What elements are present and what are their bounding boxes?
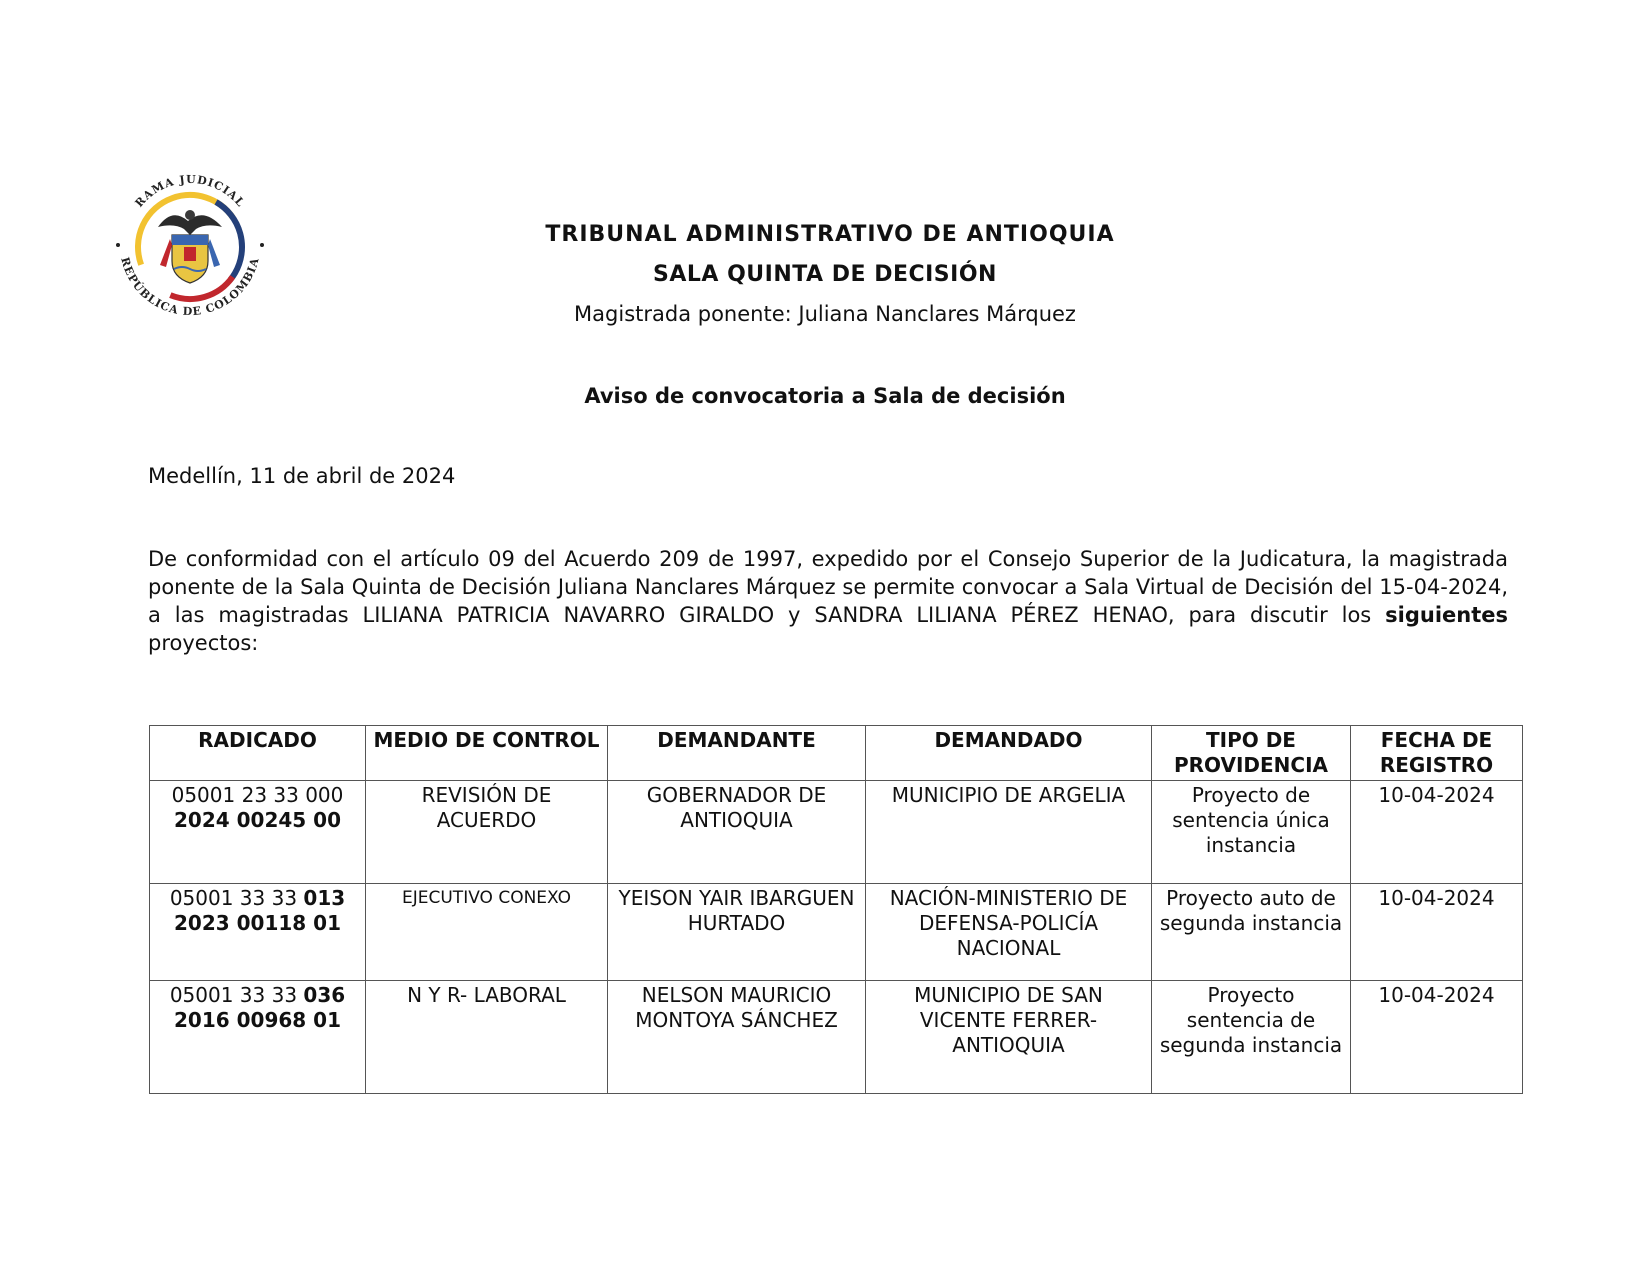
cell-tipo: Proyecto sentencia de segunda instancia bbox=[1152, 981, 1351, 1094]
table-header-row bbox=[150, 726, 1523, 781]
radicado-bold-inline: 036 bbox=[303, 983, 346, 1007]
radicado-bold-inline: 013 bbox=[303, 886, 346, 910]
cell-fecha: 10-04-2024 bbox=[1351, 884, 1523, 981]
cell-medio: N Y R- LABORAL bbox=[366, 981, 608, 1094]
header-radicado: RADICADO bbox=[150, 726, 366, 781]
header-medio-de-control: MEDIO DE CONTROL bbox=[366, 726, 608, 781]
cell-demandante: NELSON MAURICIO MONTOYA SÁNCHEZ bbox=[608, 981, 866, 1094]
cell-fecha: 10-04-2024 bbox=[1351, 981, 1523, 1094]
judge-line: Magistrada ponente: Juliana Nanclares Márquez bbox=[574, 302, 1076, 326]
radicado-number: 2016 00968 01 bbox=[173, 1008, 341, 1032]
cell-tipo: Proyecto auto de segunda instancia bbox=[1152, 884, 1351, 981]
cell-tipo: Proyecto de sentencia única instancia bbox=[1152, 781, 1351, 884]
date-line: Medellín, 11 de abril de 2024 bbox=[148, 464, 456, 488]
cell-demandado: MUNICIPIO DE ARGELIA bbox=[866, 781, 1152, 884]
header-demandado: DEMANDADO bbox=[866, 726, 1152, 781]
court-title: TRIBUNAL ADMINISTRATIVO DE ANTIOQUIA bbox=[545, 222, 1115, 247]
seal-bottom-text: REPÚBLICA DE COLOMBIA bbox=[118, 255, 262, 319]
table-row bbox=[150, 884, 1523, 981]
chamber-title: SALA QUINTA DE DECISIÓN bbox=[653, 262, 997, 287]
cell-demandado: MUNICIPIO DE SAN VICENTE FERRER-ANTIOQUIA bbox=[866, 981, 1152, 1094]
radicado-number: 2024 00245 00 bbox=[173, 808, 341, 832]
table-row bbox=[150, 781, 1523, 884]
cell-demandado: NACIÓN-MINISTERIO DE DEFENSA-POLICÍA NACIONAL bbox=[866, 884, 1152, 981]
cell-medio: EJECUTIVO CONEXO bbox=[366, 884, 608, 981]
radicado-prefix: 05001 33 33 bbox=[169, 983, 298, 1007]
cell-medio: REVISIÓN DE ACUERDO bbox=[366, 781, 608, 884]
body-text-before: De conformidad con el artículo 09 del Acuerdo 209 de 1997, expedido por el Consejo Superior de la Judicatura, la magistrada ponente de la Sala Quinta de Decisión Juliana Nanclares Márquez se permite convocar a Sala Virtual de Decisión del 15-04-2024, a las magistradas LILIANA PATRICIA NAVARRO GIRALDO y SANDRA LILIANA PÉREZ HENAO, para discutir los bbox=[148, 547, 1508, 627]
table-row bbox=[150, 981, 1523, 1094]
cell-radicado bbox=[150, 781, 366, 884]
cell-demandante: YEISON YAIR IBARGUEN HURTADO bbox=[608, 884, 866, 981]
body-text-bold: siguientes bbox=[1385, 603, 1508, 627]
cell-radicado bbox=[150, 884, 366, 981]
header-fecha-de-registro: FECHA DE REGISTRO bbox=[1351, 726, 1523, 781]
body-paragraph bbox=[148, 545, 1508, 657]
radicado-number: 2023 00118 01 bbox=[173, 911, 341, 935]
shield-band-red bbox=[184, 247, 196, 261]
seal-top-text: RAMA JUDICIAL bbox=[132, 172, 248, 210]
header-tipo-de-providencia: TIPO DE PROVIDENCIA bbox=[1152, 726, 1351, 781]
cell-demandante: GOBERNADOR DE ANTIOQUIA bbox=[608, 781, 866, 884]
header-demandante: DEMANDANTE bbox=[608, 726, 866, 781]
cell-fecha: 10-04-2024 bbox=[1351, 781, 1523, 884]
cell-radicado bbox=[150, 981, 366, 1094]
condor-head bbox=[185, 210, 195, 220]
body-text-after: proyectos: bbox=[148, 631, 259, 655]
radicado-prefix: 05001 33 33 bbox=[169, 886, 298, 910]
radicado-prefix: 05001 23 33 000 bbox=[171, 783, 344, 807]
projects-table bbox=[149, 725, 1523, 1094]
notice-subject: Aviso de convocatoria a Sala de decisión bbox=[584, 384, 1066, 408]
